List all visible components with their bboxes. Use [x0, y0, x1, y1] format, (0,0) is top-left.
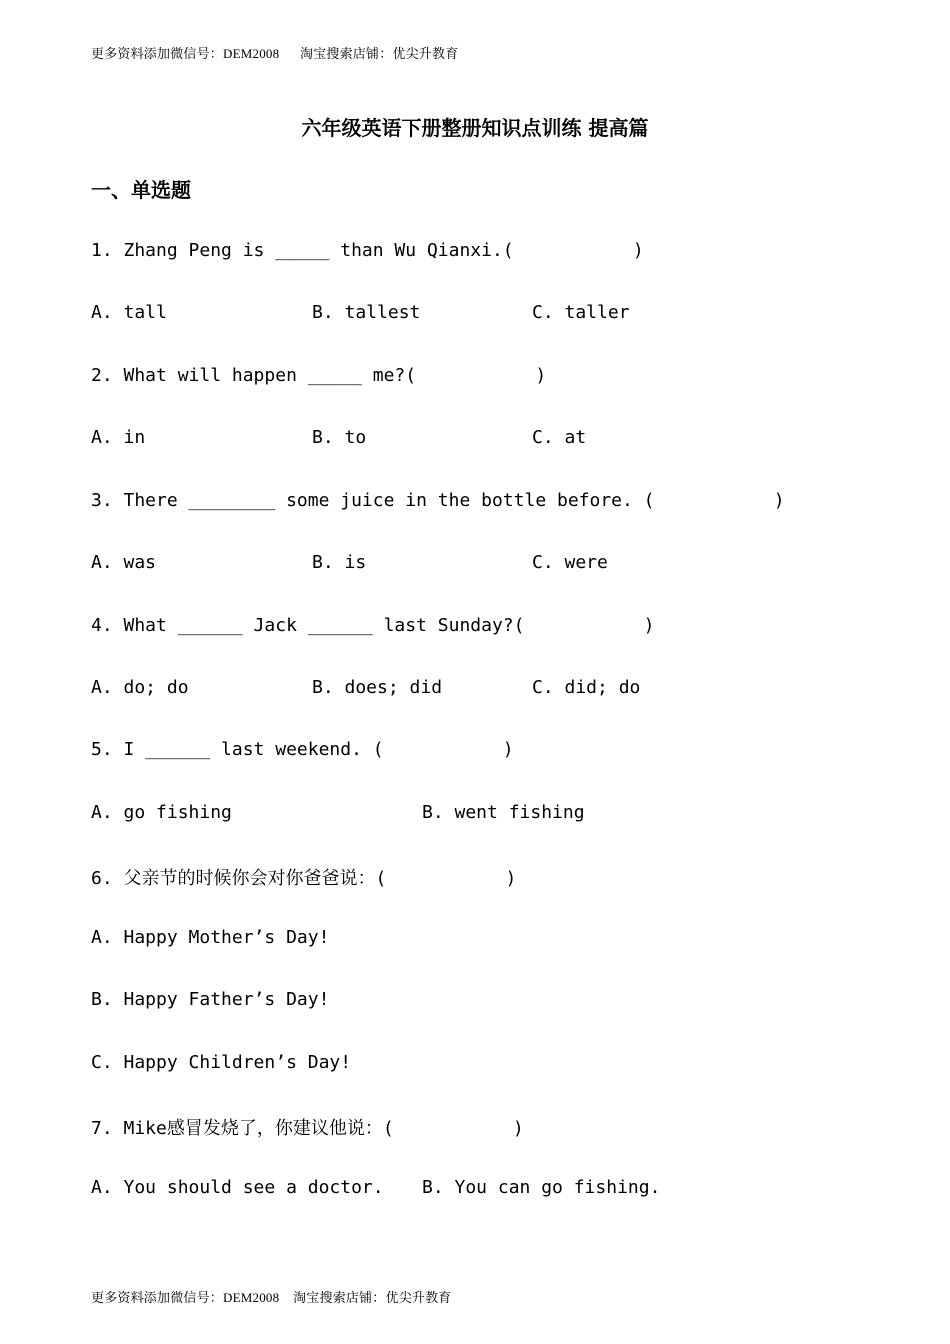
- question-7: 7. Mike感冒发烧了，你建议他说：( ): [91, 1118, 524, 1139]
- question-6: 6. 父亲节的时候你会对你爸爸说：( ): [91, 868, 517, 889]
- q4-option-b: B. does; did: [312, 677, 443, 698]
- q4-option-c: C. did; do: [532, 677, 641, 698]
- q3-option-a: A. was: [91, 552, 157, 573]
- q1-option-c: C. taller: [532, 302, 630, 323]
- q2-option-a: A. in: [91, 427, 146, 448]
- question-5: 5. I ______ last weekend. ( ): [91, 739, 514, 760]
- q2-option-c: C. at: [532, 427, 587, 448]
- section-heading: 一、单选题: [91, 178, 191, 202]
- question-1: 1. Zhang Peng is _____ than Wu Qianxi.( ): [91, 240, 644, 261]
- q6-option-c: C. Happy Children’s Day!: [91, 1052, 352, 1073]
- q2-option-b: B. to: [312, 427, 367, 448]
- q4-option-a: A. do; do: [91, 677, 189, 698]
- question-2: 2. What will happen _____ me?( ): [91, 365, 547, 386]
- q7-option-a: A. You should see a doctor.: [91, 1177, 384, 1198]
- page-title: 六年级英语下册整册知识点训练 提高篇: [301, 116, 649, 140]
- q3-option-b: B. is: [312, 552, 367, 573]
- q3-option-c: C. were: [532, 552, 608, 573]
- q1-option-a: A. tall: [91, 302, 167, 323]
- page-footer: 更多资料添加微信号：DEM2008 淘宝搜索店铺：优尖升教育: [91, 1290, 452, 1305]
- q6-option-a: A. Happy Mother’s Day!: [91, 927, 330, 948]
- q1-option-b: B. tallest: [312, 302, 421, 323]
- q7-option-b: B. You can go fishing.: [422, 1177, 661, 1198]
- q6-option-b: B. Happy Father’s Day!: [91, 989, 330, 1010]
- q5-option-a: A. go fishing: [91, 802, 232, 823]
- q5-option-b: B. went fishing: [422, 802, 585, 823]
- page-header: 更多资料添加微信号：DEM2008 淘宝搜索店铺：优尖升教育: [91, 46, 459, 61]
- question-3: 3. There ________ some juice in the bottle before. ( ): [91, 490, 785, 511]
- question-4: 4. What ______ Jack ______ last Sunday?( ): [91, 615, 655, 636]
